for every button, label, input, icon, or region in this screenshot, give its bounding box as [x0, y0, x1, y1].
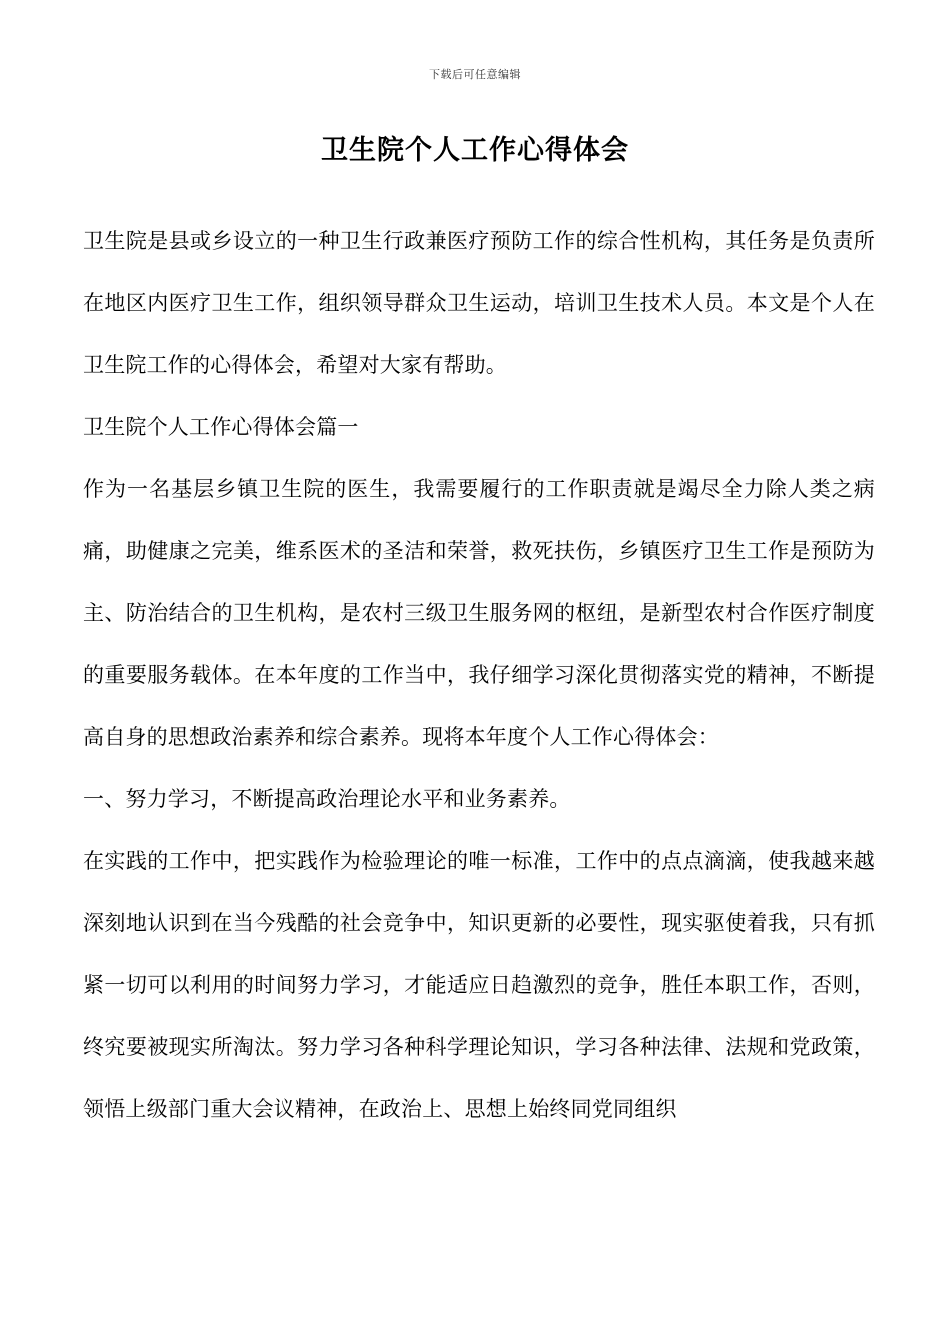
body-paragraph: 在实践的工作中，把实践作为检验理论的唯一标准，工作中的点点滴滴，使我越来越深刻地认识到在当今残酷的社会竞争中，知识更新的必要性，现实驱使着我，只有抓紧一切可以利用的时间努力学习，才能适应日趋激烈的竞争，胜任本职工作，否则，终究要被现实所淘汰。努力学习各种科学理论知识，学习各种法律、法规和党政策，领悟上级部门重大会议精神，在政治上、思想上始终同党同组织 [83, 849, 875, 1121]
header-note: 下载后可任意编辑 [429, 68, 521, 81]
document-title: 卫生院个人工作心得体会 [321, 135, 629, 166]
subsection-heading: 一、努力学习，不断提高政治理论水平和业务素养。 [83, 787, 571, 811]
body-paragraph: 作为一名基层乡镇卫生院的医生，我需要履行的工作职责就是竭尽全力除人类之病痛，助健康之完美，维系医术的圣洁和荣誉，救死扶伤，乡镇医疗卫生工作是预防为主、防治结合的卫生机构，是农村三级卫生服务网的枢纽，是新型农村合作医疗制度的重要服务载体。在本年度的工作当中，我仔细学习深化贯彻落实党的精神，不断提高自身的思想政治素养和综合素养。现将本年度个人工作心得体会： [83, 477, 875, 749]
section-heading: 卫生院个人工作心得体会篇一 [83, 415, 359, 439]
intro-paragraph: 卫生院是县或乡设立的一种卫生行政兼医疗预防工作的综合性机构，其任务是负责所在地区内医疗卫生工作，组织领导群众卫生运动，培训卫生技术人员。本文是个人在卫生院工作的心得体会，希望对大家有帮助。 [83, 229, 875, 377]
document-body [83, 210, 875, 1140]
